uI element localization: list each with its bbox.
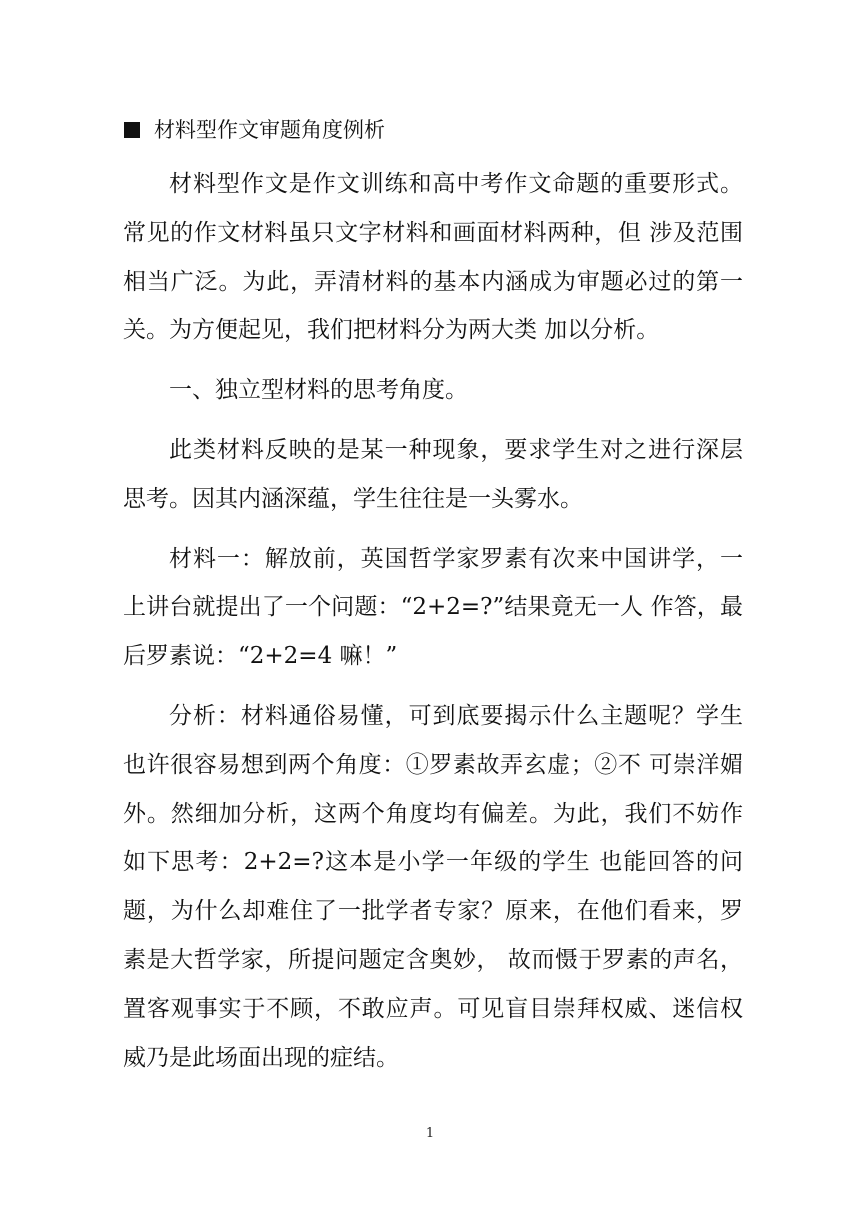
square-bullet-icon [124,122,140,138]
paragraph-intro: 材料型作文是作文训练和高中考作文命题的重要形式。常见的作文材料虽只文字材料和画面材料两种，但 涉及范围相当广泛。为此，弄清材料的基本内涵成为审题必过的第一关。为方便起见，我们把材料分为两大类 加以分析。 [123,171,743,344]
page-number: 1 [425,1126,435,1141]
paragraph-analysis: 分析：材料通俗易懂，可到底要揭示什么主题呢？学生也许很容易想到两个角度：①罗素故弄玄虚；②不 可崇洋媚外。然细加分析，这两个角度均有偏差。为此，我们不妨作如下思考：2+2=?这本是小学一年级的学生 也能回答的问题，为什么却难住了一批学者专家？原来，在他们看来，罗素是大哲学家，所提问题定含奥妙， 故而慑于罗素的声名，置客观事实于不顾，不敢应声。可见盲目崇拜权威、迷信权威乃是此场面出现的症结。 [123,702,743,1071]
body-text [123,160,743,1093]
section-heading [124,112,385,148]
paragraph-subheading: 一、独立型材料的思考角度。 [169,377,468,404]
section-heading-title: 材料型作文审题角度例析 [154,118,385,142]
paragraph-material-one: 材料一：解放前，英国哲学家罗素有次来中国讲学，一上讲台就提出了一个问题：“2+2=?”结果竟无一人 作答，最后罗素说：“2+2=4 嘛！” [123,545,743,670]
paragraph-description: 此类材料反映的是某一种现象，要求学生对之进行深层思考。因其内涵深蕴，学生往往是一头雾水。 [123,436,743,512]
